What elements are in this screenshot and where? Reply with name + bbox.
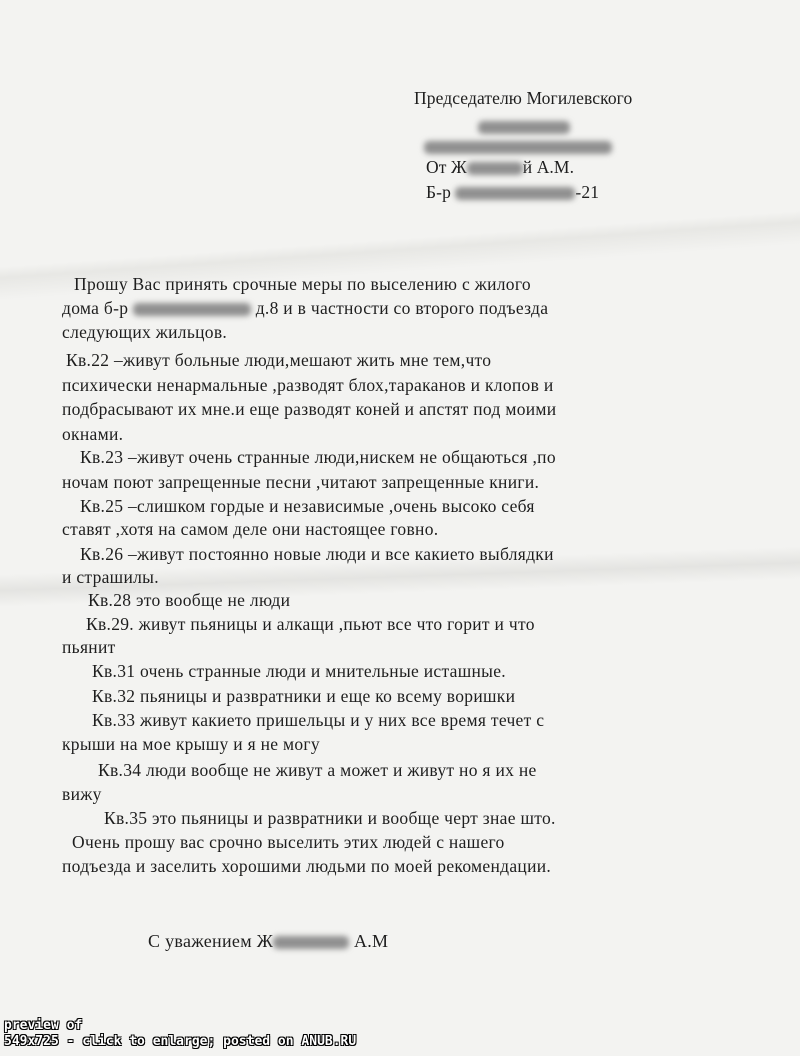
from-line xyxy=(426,157,574,178)
redacted-recipient-1 xyxy=(478,116,570,137)
address-suffix: -21 xyxy=(575,182,600,202)
body-line: Кв.23 –живут очень странные люди,нискем не общаються ,по xyxy=(80,447,556,467)
body-line: подбрасывают их мне.и еще разводят коней и апстят под моими xyxy=(62,399,557,419)
body-line: ставят ,хотя на самом деле они настоящее говно. xyxy=(62,519,439,539)
body-line: и страшилы. xyxy=(62,567,159,587)
body-line: Кв.35 это пьяницы и развратники и вообще черт знае што. xyxy=(104,808,556,828)
body-line: ночам поют запрещенные песни ,читают запрещенные книги. xyxy=(62,472,540,492)
body-line: Прошу Вас принять срочные меры по выселению с жилого xyxy=(74,274,531,294)
watermark-line-2: 549x725 - click to enlarge; posted on ANUB.RU xyxy=(4,1034,357,1049)
body-line: окнами. xyxy=(62,424,124,444)
body-line: Кв.29. живут пьяницы и алкащи ,пьют все что горит и что xyxy=(86,614,535,634)
signature-line xyxy=(148,931,388,952)
body-line: подъезда и заселить хорошими людьми по моей рекомендации. xyxy=(62,856,552,876)
body-line: Кв.25 –слишком гордые и независимые ,очень высоко себя xyxy=(80,496,535,516)
redacted-recipient-2 xyxy=(424,136,612,157)
signature-prefix: С уважением Ж xyxy=(148,931,274,951)
body-line: крыши на мое крышу и я не могу xyxy=(62,734,320,754)
from-prefix: От Ж xyxy=(426,157,467,177)
body-line: Кв.32 пьяницы и развратники и еще ко всему воришки xyxy=(92,686,516,706)
body-line: Кв.22 –живут больные люди,мешают жить мне тем,что xyxy=(66,350,492,370)
redacted-signature-surname xyxy=(273,936,349,949)
from-suffix: й А.М. xyxy=(522,157,575,177)
address-line xyxy=(426,182,599,203)
signature-suffix: А.М xyxy=(353,931,389,951)
body-line: дома б-р д.8 и в частности со второго подъезда xyxy=(62,298,549,318)
redacted-street xyxy=(133,303,251,316)
body-line: Кв.33 живут какието пришельцы и у них все время течет с xyxy=(92,710,545,730)
body-line: Кв.31 очень странные люди и мнительные исташные. xyxy=(92,661,506,681)
watermark-line-1: preview of xyxy=(4,1018,83,1033)
recipient-line: Председателю Могилевского xyxy=(414,88,633,108)
body-line: пьянит xyxy=(62,637,116,657)
body-line: Кв.26 –живут постоянно новые люди и все какието выблядки xyxy=(80,544,554,564)
redacted-street xyxy=(455,187,575,200)
body-line: Кв.28 это вообще не люди xyxy=(88,590,291,610)
address-prefix: Б-р xyxy=(426,182,451,202)
body-line: вижу xyxy=(62,784,102,804)
body-line: следующих жильцов. xyxy=(62,322,228,342)
redacted-surname xyxy=(467,162,523,175)
body-line: Кв.34 люди вообще не живут а может и живут но я их не xyxy=(98,760,537,780)
body-line: Очень прошу вас срочно выселить этих людей с нашего xyxy=(72,832,505,852)
body-line: психически ненармальные ,разводят блох,тараканов и клопов и xyxy=(62,375,554,395)
